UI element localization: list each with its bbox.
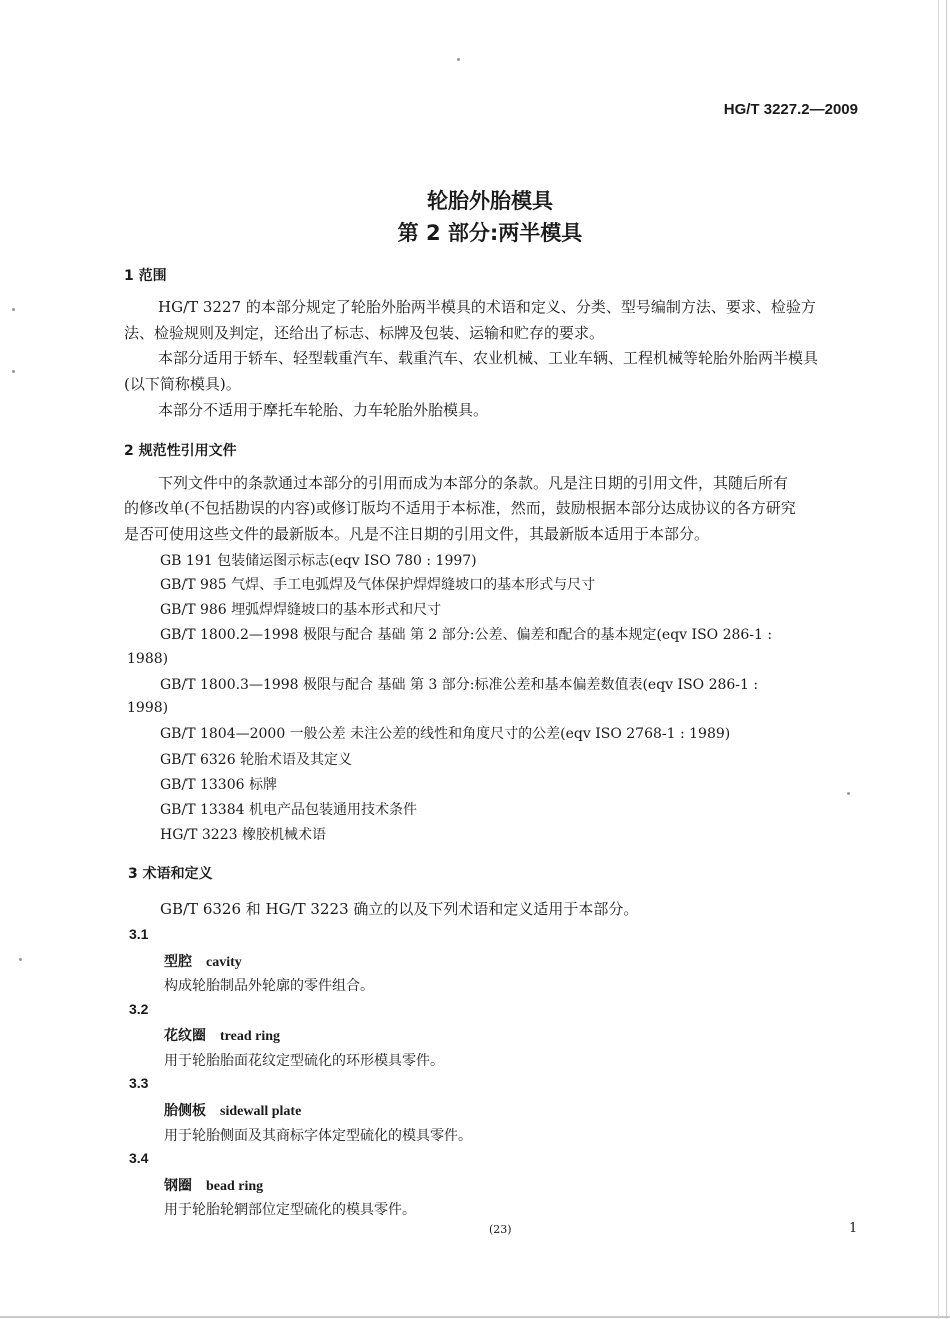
paragraph-line: 的修改单(不包括勘误的内容)或修订版均不适用于本标准，然而，鼓励根据本部分达成协议的各方研究 — [124, 499, 796, 517]
term-chinese: 型腔 — [164, 954, 192, 970]
term-definition: 构成轮胎制品外轮廓的零件组合。 — [164, 978, 374, 994]
section-heading-normative-references: 2 规范性引用文件 — [124, 443, 237, 459]
term-number: 3.3 — [129, 1075, 149, 1091]
paragraph-line: 本部分适用于轿车、轻型载重汽车、载重汽车、农业机械、工业车辆、工程机械等轮胎外胎两半模具 — [158, 349, 819, 367]
reference-item-continuation: 1998) — [127, 700, 169, 716]
section-heading-terms-definitions: 3 术语和定义 — [128, 866, 213, 882]
term-number: 3.1 — [129, 926, 149, 942]
page-border — [0, 1316, 950, 1318]
paragraph-line: (以下简称模具)。 — [124, 375, 241, 393]
reference-item: GB/T 986 埋弧焊焊缝坡口的基本形式和尺寸 — [160, 602, 442, 618]
reference-item: GB/T 6326 轮胎术语及其定义 — [160, 752, 353, 768]
scan-speck — [12, 370, 15, 373]
term-chinese: 花纹圈 — [164, 1028, 206, 1044]
document-subtitle: 第 2 部分:两半模具 — [397, 221, 583, 245]
term-english: sidewall plate — [220, 1104, 302, 1119]
standard-code: HG/T 3227.2—2009 — [723, 101, 858, 118]
scan-speck — [457, 58, 460, 61]
reference-item: GB/T 1804—2000 一般公差 未注公差的线性和角度尺寸的公差(eqv ISO 2768-1 : 1989) — [160, 726, 731, 742]
footer-sequence-number: (23) — [489, 1223, 512, 1236]
term-english: tread ring — [220, 1029, 281, 1044]
paragraph-line: 法、检验规则及判定，还给出了标志、标牌及包装、运输和贮存的要求。 — [124, 324, 605, 342]
scan-speck — [12, 308, 15, 311]
term-entry — [164, 951, 242, 971]
term-english: bead ring — [206, 1179, 264, 1194]
reference-item: GB/T 985 气焊、手工电弧焊及气体保护焊焊缝坡口的基本形式与尺寸 — [160, 577, 596, 593]
page-number: 1 — [849, 1221, 858, 1236]
term-entry — [164, 1175, 263, 1195]
scan-speck — [847, 792, 850, 795]
paragraph-line: 下列文件中的条款通过本部分的引用而成为本部分的条款。凡是注日期的引用文件，其随后所有 — [158, 474, 789, 492]
reference-item: GB/T 13306 标牌 — [160, 777, 277, 793]
paragraph-line: HG/T 3227 的本部分规定了轮胎外胎两半模具的术语和定义、分类、型号编制方法、要求、检验方 — [158, 298, 816, 316]
term-definition: 用于轮胎轮辋部位定型硫化的模具零件。 — [164, 1202, 416, 1218]
reference-item: HG/T 3223 橡胶机械术语 — [160, 827, 326, 843]
term-chinese: 钢圈 — [164, 1178, 192, 1194]
reference-item: GB/T 1800.2—1998 极限与配合 基础 第 2 部分:公差、偏差和配合的基本规定(eqv ISO 286-1 : — [160, 627, 773, 643]
term-entry — [164, 1025, 280, 1045]
term-number: 3.4 — [129, 1150, 149, 1166]
scan-speck — [19, 958, 22, 961]
term-entry — [164, 1100, 301, 1120]
term-chinese: 胎侧板 — [164, 1103, 206, 1119]
term-definition: 用于轮胎侧面及其商标字体定型硫化的模具零件。 — [164, 1128, 472, 1144]
reference-item-continuation: 1988) — [127, 651, 169, 667]
reference-item: GB/T 1800.3—1998 极限与配合 基础 第 3 部分:标准公差和基本偏差数值表(eqv ISO 286-1 : — [160, 677, 759, 693]
reference-item: GB 191 包装储运图示标志(eqv ISO 780 : 1997) — [160, 553, 477, 569]
term-english: cavity — [206, 955, 242, 970]
reference-item: GB/T 13384 机电产品包装通用技术条件 — [160, 802, 417, 818]
term-number: 3.2 — [129, 1001, 149, 1017]
paragraph-line: 本部分不适用于摩托车轮胎、力车轮胎外胎模具。 — [158, 401, 489, 419]
section-heading-scope: 1 范围 — [124, 268, 167, 284]
paragraph-line: 是否可使用这些文件的最新版本。凡是不注日期的引用文件，其最新版本适用于本部分。 — [124, 525, 710, 543]
term-definition: 用于轮胎胎面花纹定型硫化的环形模具零件。 — [164, 1053, 444, 1069]
document-title: 轮胎外胎模具 — [427, 189, 553, 213]
paragraph-line: GB/T 6326 和 HG/T 3223 确立的以及下列术语和定义适用于本部分。 — [160, 900, 639, 918]
